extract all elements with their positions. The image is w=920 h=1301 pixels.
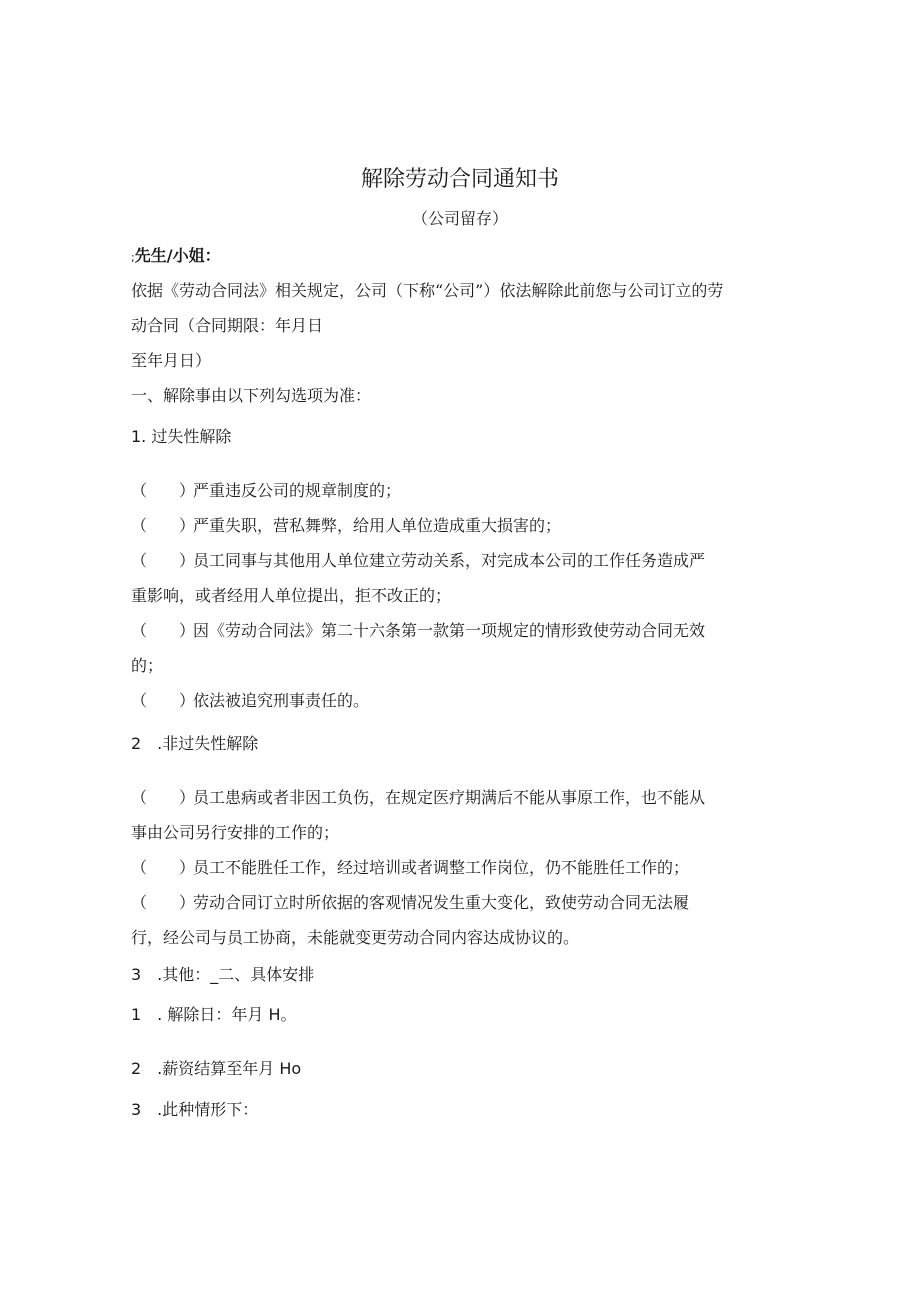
checkbox-item[interactable] xyxy=(131,858,689,878)
checkbox-item[interactable] xyxy=(131,621,705,641)
document-title: 解除劳动合同通知书 xyxy=(360,167,559,192)
item-text: 严重违反公司的规章制度的； xyxy=(193,481,402,500)
item-text: 依法被追究刑事责任的。 xyxy=(193,691,370,710)
item-continuation: 事由公司另行安排的工作的； xyxy=(131,823,340,842)
checkbox-bracket[interactable]: （ ） xyxy=(131,621,196,640)
item-text: 严重失职，营私舞弊，给用人单位造成重大损害的； xyxy=(193,516,562,535)
checkbox-bracket[interactable]: （ ） xyxy=(131,481,196,500)
checkbox-item[interactable] xyxy=(131,481,401,501)
checkbox-bracket[interactable]: （ ） xyxy=(131,893,196,912)
section1-heading: 一、解除事由以下列勾选项为准： xyxy=(131,386,372,405)
item-text: 员工患病或者非因工负伤，在规定医疗期满后不能从事原工作，也不能从 xyxy=(193,788,706,807)
arrangement-item: 3 .此种情形下： xyxy=(131,1100,259,1119)
intro-line-1: 依据《劳动合同法》相关规定，公司（下称“公司”）依法解除此前您与公司订立的劳 xyxy=(131,281,724,300)
item-continuation: 的； xyxy=(131,656,164,675)
intro-line-2: 动合同（合同期限：年月日 xyxy=(131,316,324,335)
checkbox-bracket[interactable]: （ ） xyxy=(131,551,196,570)
sub2-heading: 2 .非过失性解除 xyxy=(131,734,259,753)
checkbox-item[interactable] xyxy=(131,551,705,571)
sub3-line: 3 .其他：_二、具体安排 xyxy=(131,965,315,984)
arrangement-item: 1 . 解除日：年月 H。 xyxy=(131,1005,297,1024)
intro-line-3: 至年月日） xyxy=(131,351,212,370)
item-continuation: 行，经公司与员工协商，未能就变更劳动合同内容达成协议的。 xyxy=(131,928,580,947)
checkbox-item[interactable] xyxy=(131,516,561,536)
checkbox-item[interactable] xyxy=(131,788,705,808)
checkbox-bracket[interactable]: （ ） xyxy=(131,516,196,535)
sub1-heading: 1. 过失性解除 xyxy=(131,427,232,446)
item-continuation: 重影响，或者经用人单位提出，拒不改正的； xyxy=(131,586,452,605)
salutation-text: 先生/小姐： xyxy=(134,246,221,265)
checkbox-item[interactable] xyxy=(131,893,689,913)
checkbox-bracket[interactable]: （ ） xyxy=(131,691,196,710)
item-text: 员工不能胜任工作，经过培训或者调整工作岗位，仍不能胜任工作的； xyxy=(193,858,690,877)
item-text: 员工同事与其他用人单位建立劳动关系，对完成本公司的工作任务造成严 xyxy=(193,551,706,570)
salutation: ;先生/小姐： xyxy=(131,246,221,265)
item-text: 因《劳动合同法》第二十六条第一款第一项规定的情形致使劳动合同无效 xyxy=(193,621,706,640)
checkbox-bracket[interactable]: （ ） xyxy=(131,858,196,877)
checkbox-item[interactable] xyxy=(131,691,369,711)
document-subtitle: （公司留存） xyxy=(411,209,508,228)
checkbox-bracket[interactable]: （ ） xyxy=(131,788,196,807)
arrangement-item: 2 .薪资结算至年月 Ho xyxy=(131,1059,302,1078)
item-text: 劳动合同订立时所依据的客观情况发生重大变化，致使劳动合同无法履 xyxy=(193,893,690,912)
